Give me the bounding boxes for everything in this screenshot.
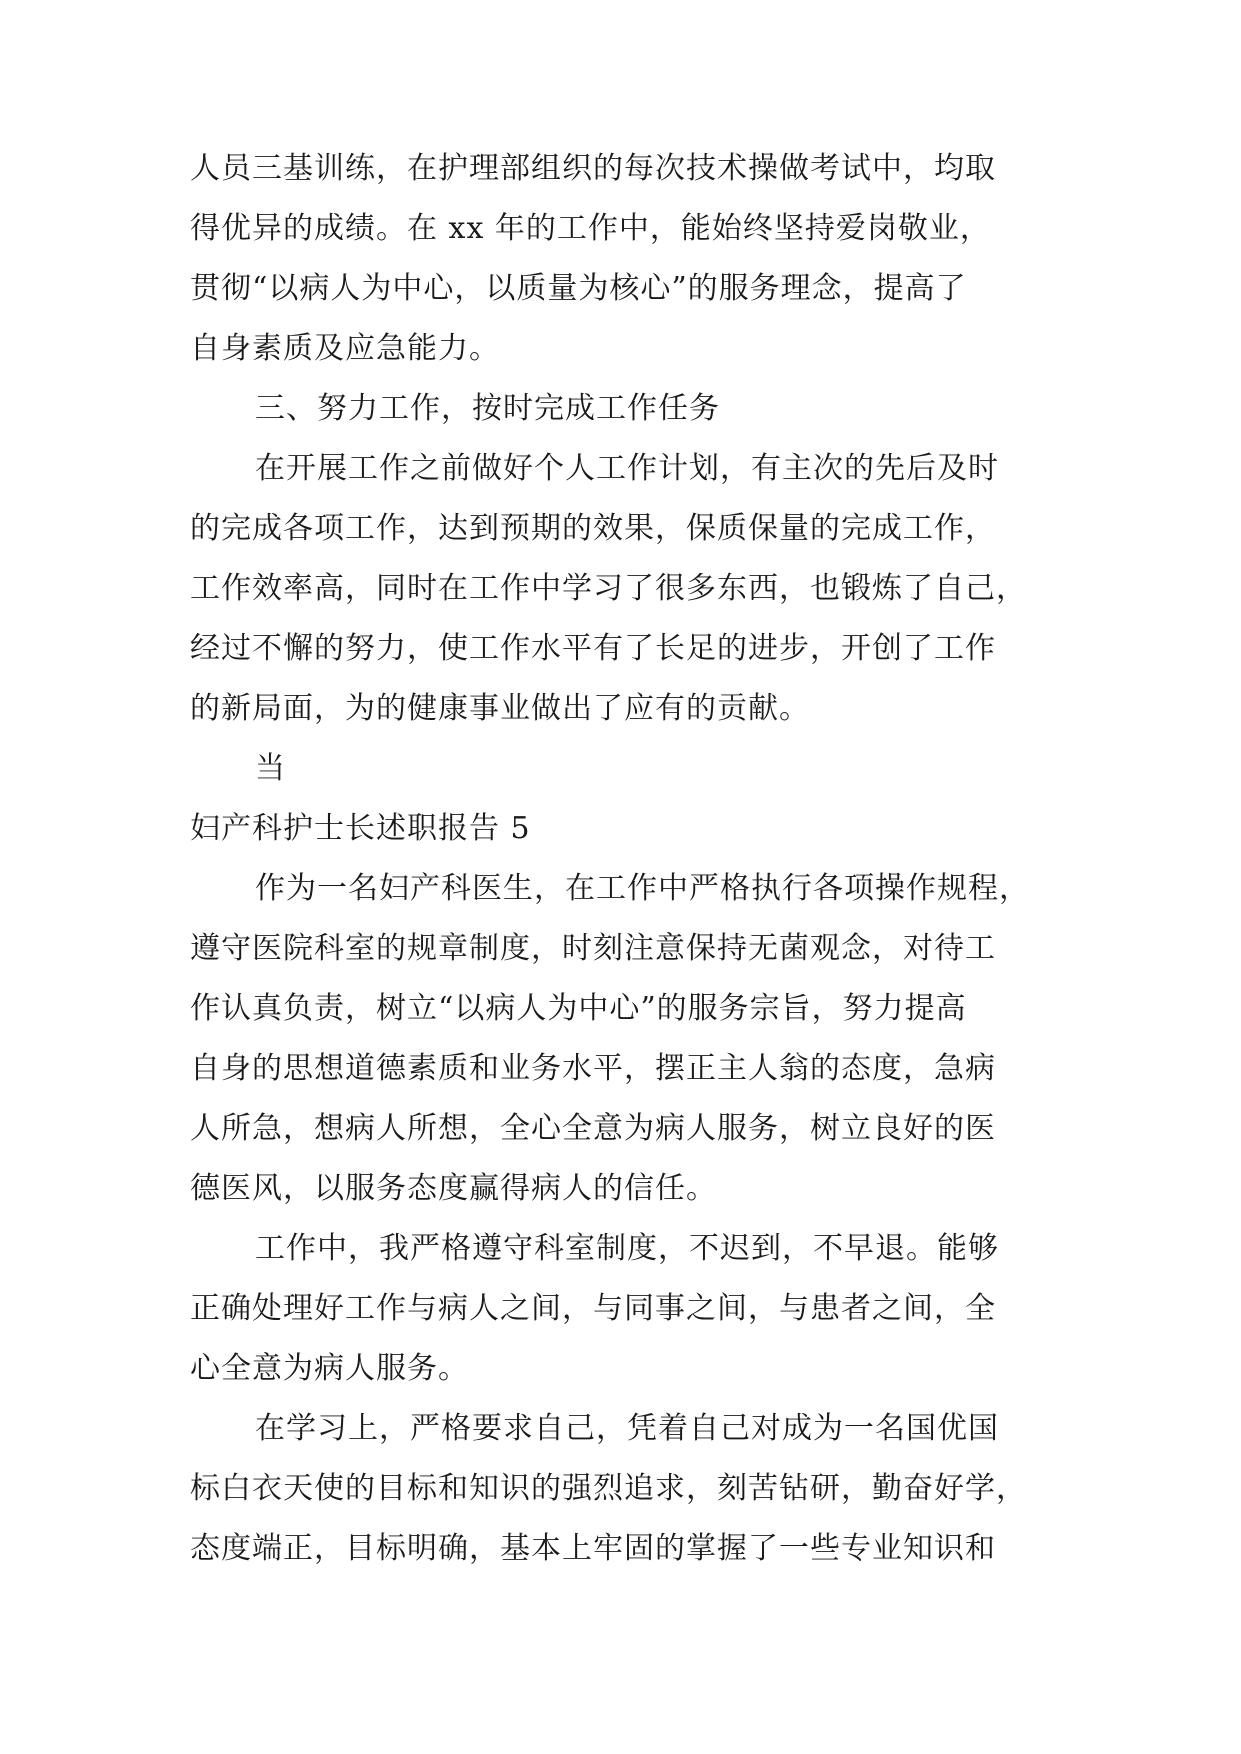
text-line: 自身的思想道德素质和业务水平，摆正主人翁的态度，急病 — [190, 1051, 996, 1086]
text-line: 心全意为病人服务。 — [190, 1351, 469, 1386]
text-line: 正确处理好工作与病人之间，与同事之间，与患者之间，全 — [190, 1291, 996, 1326]
text-line: 工作中，我严格遵守科室制度，不迟到，不早退。能够 — [255, 1231, 999, 1266]
text-line: 德医风，以服务态度赢得病人的信任。 — [190, 1171, 717, 1206]
text-line: 得优异的成绩。在 xx 年的工作中，能始终坚持爱岗敬业， — [190, 211, 991, 246]
text-line: 工作效率高，同时在工作中学习了很多东西，也锻炼了自己， — [190, 571, 1027, 606]
text-line: 标白衣天使的目标和知识的强烈追求，刻苦钻研，勤奋好学， — [190, 1471, 1027, 1506]
text-line: 的新局面，为的健康事业做出了应有的贡献。 — [190, 691, 810, 726]
text-line: 遵守医院科室的规章制度，时刻注意保持无菌观念，对待工 — [190, 931, 996, 966]
text-line: 在开展工作之前做好个人工作计划，有主次的先后及时 — [255, 451, 999, 486]
text-line: 经过不懈的努力，使工作水平有了长足的进步，开创了工作 — [190, 631, 996, 666]
text-line: 人所急，想病人所想，全心全意为病人服务，树立良好的医 — [190, 1111, 996, 1146]
text-line: 当 — [255, 751, 286, 786]
text-line: 贯彻“以病人为中心，以质量为核心”的服务理念，提高了 — [190, 271, 967, 306]
section-heading: 三、努力工作，按时完成工作任务 — [255, 391, 720, 426]
text-line: 人员三基训练，在护理部组织的每次技术操做考试中，均取 — [190, 151, 996, 186]
text-line: 的完成各项工作，达到预期的效果，保质保量的完成工作， — [190, 511, 996, 546]
text-line: 作认真负责，树立“以病人为中心”的服务宗旨，努力提高 — [190, 991, 967, 1026]
report-title: 妇产科护士长述职报告 5 — [190, 811, 531, 846]
text-line: 在学习上，严格要求自己，凭着自己对成为一名国优国 — [255, 1411, 999, 1446]
text-line: 自身素质及应急能力。 — [190, 331, 500, 366]
text-line: 作为一名妇产科医生，在工作中严格执行各项操作规程， — [255, 871, 1030, 906]
text-line: 态度端正，目标明确，基本上牢固的掌握了一些专业知识和 — [190, 1531, 996, 1566]
